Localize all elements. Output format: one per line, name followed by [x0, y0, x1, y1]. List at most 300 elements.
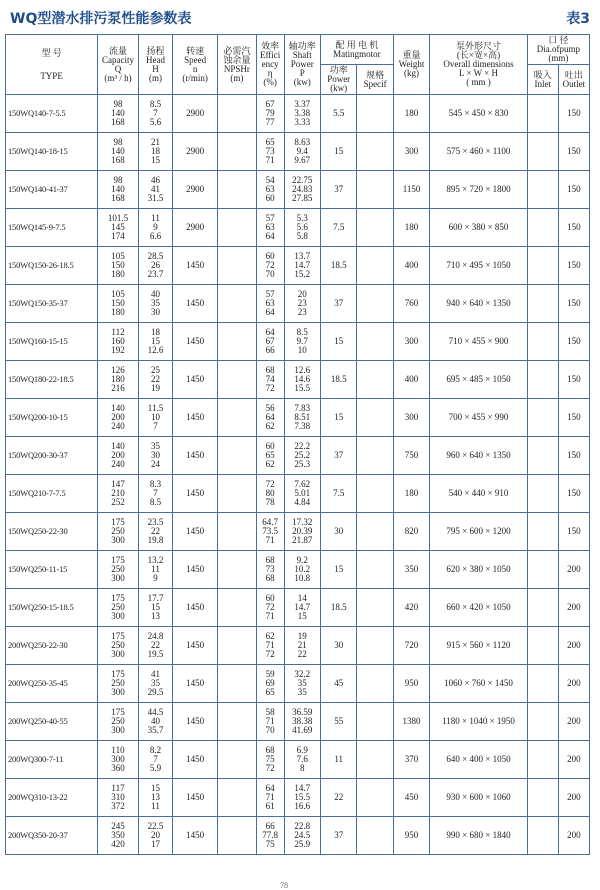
cell-inlet — [527, 437, 558, 475]
cell-efficiency: 64 71 61 — [256, 779, 284, 817]
cell-head: 28.5 26 23.7 — [138, 247, 172, 285]
cell-model: 200WQ250-35-45 — [6, 665, 98, 703]
cell-inlet — [527, 209, 558, 247]
cell-outlet: 150 — [558, 247, 589, 285]
cell-model: 150WQ250-11-15 — [6, 551, 98, 589]
cell-shaft-power: 5.3 5.6 5.8 — [284, 209, 320, 247]
cell-capacity: 105 150 180 — [98, 247, 139, 285]
cell-shaft-power: 6.9 7.6 8 — [284, 741, 320, 779]
cell-speed: 1450 — [173, 779, 218, 817]
cell-outlet: 200 — [558, 589, 589, 627]
cell-efficiency: 60 72 70 — [256, 247, 284, 285]
cell-shaft-power: 22.75 24.83 27.85 — [284, 171, 320, 209]
cell-motor-power: 37 — [320, 285, 356, 323]
cell-capacity: 140 200 240 — [98, 399, 139, 437]
cell-inlet — [527, 285, 558, 323]
cell-npsh — [218, 209, 257, 247]
cell-speed: 1450 — [173, 589, 218, 627]
table-row — [6, 779, 590, 817]
cell-head: 22.5 20 17 — [138, 817, 172, 855]
cell-dimensions: 940 × 640 × 1350 — [430, 285, 528, 323]
cell-npsh — [218, 665, 257, 703]
table-row — [6, 437, 590, 475]
cell-inlet — [527, 323, 558, 361]
cell-capacity: 110 300 360 — [98, 741, 139, 779]
cell-weight: 760 — [393, 285, 429, 323]
table-row — [6, 475, 590, 513]
cell-speed: 1450 — [173, 323, 218, 361]
cell-motor-power: 15 — [320, 323, 356, 361]
cell-head: 11 9 6.6 — [138, 209, 172, 247]
cell-speed: 2900 — [173, 133, 218, 171]
cell-model: 150WQ140-7-5.5 — [6, 95, 98, 133]
cell-weight: 400 — [393, 361, 429, 399]
cell-shaft-power: 7.83 8.51 7.38 — [284, 399, 320, 437]
cell-capacity: 98 140 168 — [98, 95, 139, 133]
cell-shaft-power: 9.2 10.2 10.8 — [284, 551, 320, 589]
cell-head: 40 35 30 — [138, 285, 172, 323]
header-dimensions: 泵外形尺寸 (长×宽×高) Overall dimensions L × W × H ( mm ) — [430, 35, 528, 95]
cell-capacity: 112 160 192 — [98, 323, 139, 361]
cell-efficiency: 65 73 71 — [256, 133, 284, 171]
cell-shaft-power: 22.2 25.2 25.3 — [284, 437, 320, 475]
cell-motor-power: 7.5 — [320, 475, 356, 513]
cell-dimensions: 710 × 495 × 1050 — [430, 247, 528, 285]
cell-efficiency: 60 72 71 — [256, 589, 284, 627]
cell-speed: 1450 — [173, 551, 218, 589]
header-shaft-power: 轴功率 Shaft Power P (kw) — [284, 35, 320, 95]
cell-dimensions: 660 × 420 × 1050 — [430, 589, 528, 627]
cell-dimensions: 540 × 440 × 910 — [430, 475, 528, 513]
cell-npsh — [218, 323, 257, 361]
cell-speed: 2900 — [173, 171, 218, 209]
cell-capacity: 175 250 300 — [98, 627, 139, 665]
cell-weight: 950 — [393, 817, 429, 855]
cell-head: 25 22 19 — [138, 361, 172, 399]
performance-table — [5, 34, 590, 855]
document-title: WQ型潜水排污泵性能参数表 — [10, 11, 192, 27]
cell-motor-spec — [357, 437, 393, 475]
cell-inlet — [527, 665, 558, 703]
cell-motor-spec — [357, 627, 393, 665]
cell-outlet: 200 — [558, 779, 589, 817]
cell-motor-power: 18.5 — [320, 361, 356, 399]
header-inlet: 吸入 Inlet — [527, 65, 558, 95]
cell-inlet — [527, 779, 558, 817]
cell-capacity: 98 140 168 — [98, 133, 139, 171]
cell-motor-power: 55 — [320, 703, 356, 741]
cell-npsh — [218, 437, 257, 475]
header-outlet: 吐出 Outlet — [558, 65, 589, 95]
cell-efficiency: 60 65 62 — [256, 437, 284, 475]
cell-weight: 300 — [393, 399, 429, 437]
cell-outlet: 200 — [558, 665, 589, 703]
cell-capacity: 175 250 300 — [98, 665, 139, 703]
cell-npsh — [218, 817, 257, 855]
cell-npsh — [218, 551, 257, 589]
table-row — [6, 171, 590, 209]
cell-model: 150WQ140-41-37 — [6, 171, 98, 209]
cell-weight: 420 — [393, 589, 429, 627]
cell-head: 11.5 10 7 — [138, 399, 172, 437]
cell-shaft-power: 13.7 14.7 15.2 — [284, 247, 320, 285]
cell-outlet: 200 — [558, 817, 589, 855]
cell-npsh — [218, 285, 257, 323]
cell-dimensions: 960 × 640 × 1350 — [430, 437, 528, 475]
cell-model: 150WQ150-35-37 — [6, 285, 98, 323]
cell-weight: 720 — [393, 627, 429, 665]
cell-capacity: 245 350 420 — [98, 817, 139, 855]
header-motor-spec: 规格 Specif — [357, 65, 393, 95]
cell-weight: 180 — [393, 95, 429, 133]
cell-efficiency: 57 63 64 — [256, 285, 284, 323]
cell-speed: 1450 — [173, 285, 218, 323]
cell-efficiency: 72 80 78 — [256, 475, 284, 513]
cell-shaft-power: 8.63 9.4 9.67 — [284, 133, 320, 171]
cell-inlet — [527, 741, 558, 779]
cell-npsh — [218, 133, 257, 171]
cell-dimensions: 915 × 560 × 1120 — [430, 627, 528, 665]
cell-motor-power: 30 — [320, 513, 356, 551]
cell-outlet: 150 — [558, 285, 589, 323]
cell-model: 150WQ140-18-15 — [6, 133, 98, 171]
cell-head: 8.5 7 5.6 — [138, 95, 172, 133]
cell-model: 150WQ250-15-18.5 — [6, 589, 98, 627]
cell-efficiency: 56 64 62 — [256, 399, 284, 437]
header-npsh: 必需汽 蚀余量 NPSHr (m) — [218, 35, 257, 95]
cell-head: 8.3 7 8.5 — [138, 475, 172, 513]
cell-dimensions: 895 × 720 × 1800 — [430, 171, 528, 209]
cell-outlet: 150 — [558, 513, 589, 551]
cell-npsh — [218, 627, 257, 665]
cell-outlet: 200 — [558, 551, 589, 589]
cell-capacity: 105 150 180 — [98, 285, 139, 323]
cell-outlet: 150 — [558, 323, 589, 361]
cell-npsh — [218, 589, 257, 627]
cell-dimensions: 930 × 600 × 1060 — [430, 779, 528, 817]
cell-model: 150WQ150-26-18.5 — [6, 247, 98, 285]
cell-npsh — [218, 399, 257, 437]
table-row — [6, 95, 590, 133]
cell-shaft-power: 3.37 3.38 3.33 — [284, 95, 320, 133]
cell-motor-power: 18.5 — [320, 247, 356, 285]
cell-dimensions: 795 × 600 × 1200 — [430, 513, 528, 551]
table-row — [6, 361, 590, 399]
cell-head: 23.5 22 19.8 — [138, 513, 172, 551]
cell-inlet — [527, 399, 558, 437]
cell-outlet: 150 — [558, 171, 589, 209]
cell-inlet — [527, 475, 558, 513]
cell-npsh — [218, 95, 257, 133]
cell-outlet: 150 — [558, 399, 589, 437]
cell-head: 18 15 12.6 — [138, 323, 172, 361]
cell-dimensions: 1060 × 760 × 1450 — [430, 665, 528, 703]
cell-inlet — [527, 627, 558, 665]
cell-model: 150WQ210-7-7.5 — [6, 475, 98, 513]
cell-motor-power: 15 — [320, 133, 356, 171]
cell-speed: 2900 — [173, 95, 218, 133]
cell-motor-spec — [357, 323, 393, 361]
cell-dimensions: 695 × 485 × 1050 — [430, 361, 528, 399]
cell-weight: 750 — [393, 437, 429, 475]
cell-weight: 450 — [393, 779, 429, 817]
table-row — [6, 551, 590, 589]
cell-npsh — [218, 741, 257, 779]
cell-efficiency: 68 73 68 — [256, 551, 284, 589]
cell-inlet — [527, 361, 558, 399]
cell-inlet — [527, 513, 558, 551]
cell-dimensions: 640 × 400 × 1050 — [430, 741, 528, 779]
header-model: 型 号 TYPE — [6, 35, 98, 95]
cell-motor-power: 5.5 — [320, 95, 356, 133]
cell-motor-spec — [357, 513, 393, 551]
cell-model: 200WQ310-13-22 — [6, 779, 98, 817]
header-motor-power: 功率 Power (kw) — [320, 65, 356, 95]
cell-efficiency: 68 75 72 — [256, 741, 284, 779]
cell-motor-spec — [357, 817, 393, 855]
cell-model: 200WQ250-40-55 — [6, 703, 98, 741]
cell-efficiency: 68 74 72 — [256, 361, 284, 399]
cell-model: 150WQ250-22-30 — [6, 513, 98, 551]
table-row — [6, 817, 590, 855]
cell-weight: 300 — [393, 133, 429, 171]
cell-head: 35 30 24 — [138, 437, 172, 475]
header-diameter: 口 径 Dia.ofpump (mm) — [527, 35, 589, 65]
cell-motor-spec — [357, 95, 393, 133]
cell-efficiency: 59 69 65 — [256, 665, 284, 703]
cell-model: 150WQ200-30-37 — [6, 437, 98, 475]
page-number: 78 — [280, 881, 288, 890]
cell-motor-power: 15 — [320, 551, 356, 589]
cell-model: 150WQ180-22-18.5 — [6, 361, 98, 399]
table-row — [6, 285, 590, 323]
cell-efficiency: 62 71 72 — [256, 627, 284, 665]
cell-efficiency: 64.7 73.5 71 — [256, 513, 284, 551]
table-row — [6, 133, 590, 171]
cell-motor-spec — [357, 133, 393, 171]
cell-motor-power: 18.5 — [320, 589, 356, 627]
cell-speed: 1450 — [173, 665, 218, 703]
cell-weight: 1150 — [393, 171, 429, 209]
title-bar — [10, 4, 590, 30]
header-capacity: 流量 Capacity Q (m³ / h) — [98, 35, 139, 95]
cell-model: 200WQ250-22-30 — [6, 627, 98, 665]
cell-weight: 180 — [393, 209, 429, 247]
cell-head: 41 35 29.5 — [138, 665, 172, 703]
cell-shaft-power: 8.5 9.7 10 — [284, 323, 320, 361]
cell-model: 200WQ350-20-37 — [6, 817, 98, 855]
cell-inlet — [527, 247, 558, 285]
table-label: 表3 — [566, 11, 590, 27]
cell-inlet — [527, 589, 558, 627]
cell-outlet: 200 — [558, 703, 589, 741]
cell-inlet — [527, 703, 558, 741]
cell-speed: 1450 — [173, 513, 218, 551]
cell-weight: 370 — [393, 741, 429, 779]
cell-shaft-power: 32.2 35 35 — [284, 665, 320, 703]
cell-inlet — [527, 551, 558, 589]
cell-speed: 1450 — [173, 817, 218, 855]
table-row — [6, 247, 590, 285]
cell-npsh — [218, 475, 257, 513]
cell-dimensions: 620 × 380 × 1050 — [430, 551, 528, 589]
cell-capacity: 147 210 252 — [98, 475, 139, 513]
cell-motor-power: 37 — [320, 817, 356, 855]
cell-speed: 1450 — [173, 361, 218, 399]
cell-capacity: 101.5 145 174 — [98, 209, 139, 247]
cell-dimensions: 1180 × 1040 × 1950 — [430, 703, 528, 741]
cell-outlet: 150 — [558, 133, 589, 171]
cell-dimensions: 710 × 455 × 900 — [430, 323, 528, 361]
table-row — [6, 741, 590, 779]
cell-outlet: 150 — [558, 95, 589, 133]
cell-npsh — [218, 779, 257, 817]
cell-outlet: 150 — [558, 361, 589, 399]
cell-motor-spec — [357, 399, 393, 437]
cell-model: 200WQ300-7-11 — [6, 741, 98, 779]
cell-model: 150WQ200-10-15 — [6, 399, 98, 437]
header-efficiency: 效率 Effici ency η (%) — [256, 35, 284, 95]
cell-dimensions: 575 × 460 × 1100 — [430, 133, 528, 171]
cell-speed: 1450 — [173, 741, 218, 779]
cell-motor-spec — [357, 703, 393, 741]
cell-speed: 1450 — [173, 703, 218, 741]
cell-dimensions: 990 × 680 × 1840 — [430, 817, 528, 855]
cell-motor-power: 22 — [320, 779, 356, 817]
table-row — [6, 627, 590, 665]
cell-dimensions: 700 × 455 × 990 — [430, 399, 528, 437]
cell-speed: 1450 — [173, 437, 218, 475]
cell-shaft-power: 19 21 22 — [284, 627, 320, 665]
cell-capacity: 117 310 372 — [98, 779, 139, 817]
cell-shaft-power: 22.8 24.5 25.9 — [284, 817, 320, 855]
table-row — [6, 589, 590, 627]
cell-motor-spec — [357, 665, 393, 703]
cell-speed: 2900 — [173, 209, 218, 247]
cell-motor-power: 7.5 — [320, 209, 356, 247]
cell-inlet — [527, 817, 558, 855]
cell-motor-spec — [357, 741, 393, 779]
cell-speed: 1450 — [173, 399, 218, 437]
cell-inlet — [527, 171, 558, 209]
cell-motor-spec — [357, 551, 393, 589]
cell-head: 21 18 15 — [138, 133, 172, 171]
cell-capacity: 175 250 300 — [98, 513, 139, 551]
table-row — [6, 209, 590, 247]
table-row — [6, 513, 590, 551]
cell-motor-spec — [357, 247, 393, 285]
cell-motor-spec — [357, 475, 393, 513]
cell-head: 44.5 40 35.7 — [138, 703, 172, 741]
header-mating-motor: 配 用 电 机 Matingmotor — [320, 35, 393, 65]
cell-speed: 1450 — [173, 475, 218, 513]
cell-outlet: 200 — [558, 627, 589, 665]
cell-shaft-power: 12.6 14.6 15.5 — [284, 361, 320, 399]
cell-weight: 180 — [393, 475, 429, 513]
cell-motor-power: 37 — [320, 171, 356, 209]
header-head: 扬程 Head H (m) — [138, 35, 172, 95]
cell-motor-power: 30 — [320, 627, 356, 665]
cell-weight: 350 — [393, 551, 429, 589]
cell-motor-power: 15 — [320, 399, 356, 437]
cell-shaft-power: 7.62 5.01 4.84 — [284, 475, 320, 513]
cell-capacity: 175 250 300 — [98, 703, 139, 741]
table-body — [6, 95, 590, 855]
cell-dimensions: 600 × 380 × 850 — [430, 209, 528, 247]
cell-capacity: 175 250 300 — [98, 589, 139, 627]
cell-capacity: 140 200 240 — [98, 437, 139, 475]
cell-capacity: 175 250 300 — [98, 551, 139, 589]
cell-efficiency: 58 71 70 — [256, 703, 284, 741]
table-row — [6, 399, 590, 437]
cell-efficiency: 54 63 60 — [256, 171, 284, 209]
cell-head: 17.7 15 13 — [138, 589, 172, 627]
cell-efficiency: 57 63 64 — [256, 209, 284, 247]
cell-motor-power: 45 — [320, 665, 356, 703]
cell-motor-spec — [357, 589, 393, 627]
cell-outlet: 150 — [558, 475, 589, 513]
cell-motor-spec — [357, 361, 393, 399]
cell-npsh — [218, 703, 257, 741]
cell-shaft-power: 14 14.7 15 — [284, 589, 320, 627]
cell-outlet: 150 — [558, 209, 589, 247]
cell-npsh — [218, 247, 257, 285]
cell-head: 46 41 31.5 — [138, 171, 172, 209]
cell-weight: 950 — [393, 665, 429, 703]
cell-model: 150WQ145-9-7.5 — [6, 209, 98, 247]
cell-motor-power: 37 — [320, 437, 356, 475]
cell-outlet: 150 — [558, 437, 589, 475]
cell-motor-spec — [357, 779, 393, 817]
header-weight: 重量 Weight (kg) — [393, 35, 429, 95]
cell-head: 8.2 7 5.9 — [138, 741, 172, 779]
table-row — [6, 665, 590, 703]
cell-weight: 1380 — [393, 703, 429, 741]
table-row — [6, 703, 590, 741]
cell-inlet — [527, 133, 558, 171]
cell-dimensions: 545 × 450 × 830 — [430, 95, 528, 133]
cell-motor-spec — [357, 209, 393, 247]
cell-motor-spec — [357, 285, 393, 323]
cell-speed: 1450 — [173, 247, 218, 285]
cell-shaft-power: 17.32 20.39 21.87 — [284, 513, 320, 551]
cell-weight: 820 — [393, 513, 429, 551]
header-speed: 转速 Speed n (r/min) — [173, 35, 218, 95]
cell-efficiency: 66 77.8 75 — [256, 817, 284, 855]
cell-shaft-power: 14.7 15.5 16.6 — [284, 779, 320, 817]
cell-npsh — [218, 171, 257, 209]
cell-npsh — [218, 513, 257, 551]
table-row — [6, 323, 590, 361]
cell-outlet: 200 — [558, 741, 589, 779]
cell-shaft-power: 36.59 38.38 41.69 — [284, 703, 320, 741]
cell-weight: 400 — [393, 247, 429, 285]
cell-head: 13.2 11 9 — [138, 551, 172, 589]
cell-motor-power: 11 — [320, 741, 356, 779]
cell-capacity: 98 140 168 — [98, 171, 139, 209]
cell-capacity: 126 180 216 — [98, 361, 139, 399]
cell-weight: 300 — [393, 323, 429, 361]
cell-head: 15 13 11 — [138, 779, 172, 817]
cell-motor-spec — [357, 171, 393, 209]
cell-npsh — [218, 361, 257, 399]
cell-speed: 1450 — [173, 627, 218, 665]
cell-efficiency: 67 79 77 — [256, 95, 284, 133]
cell-head: 24.8 22 19.5 — [138, 627, 172, 665]
cell-shaft-power: 20 23 23 — [284, 285, 320, 323]
cell-model: 150WQ160-15-15 — [6, 323, 98, 361]
cell-inlet — [527, 95, 558, 133]
